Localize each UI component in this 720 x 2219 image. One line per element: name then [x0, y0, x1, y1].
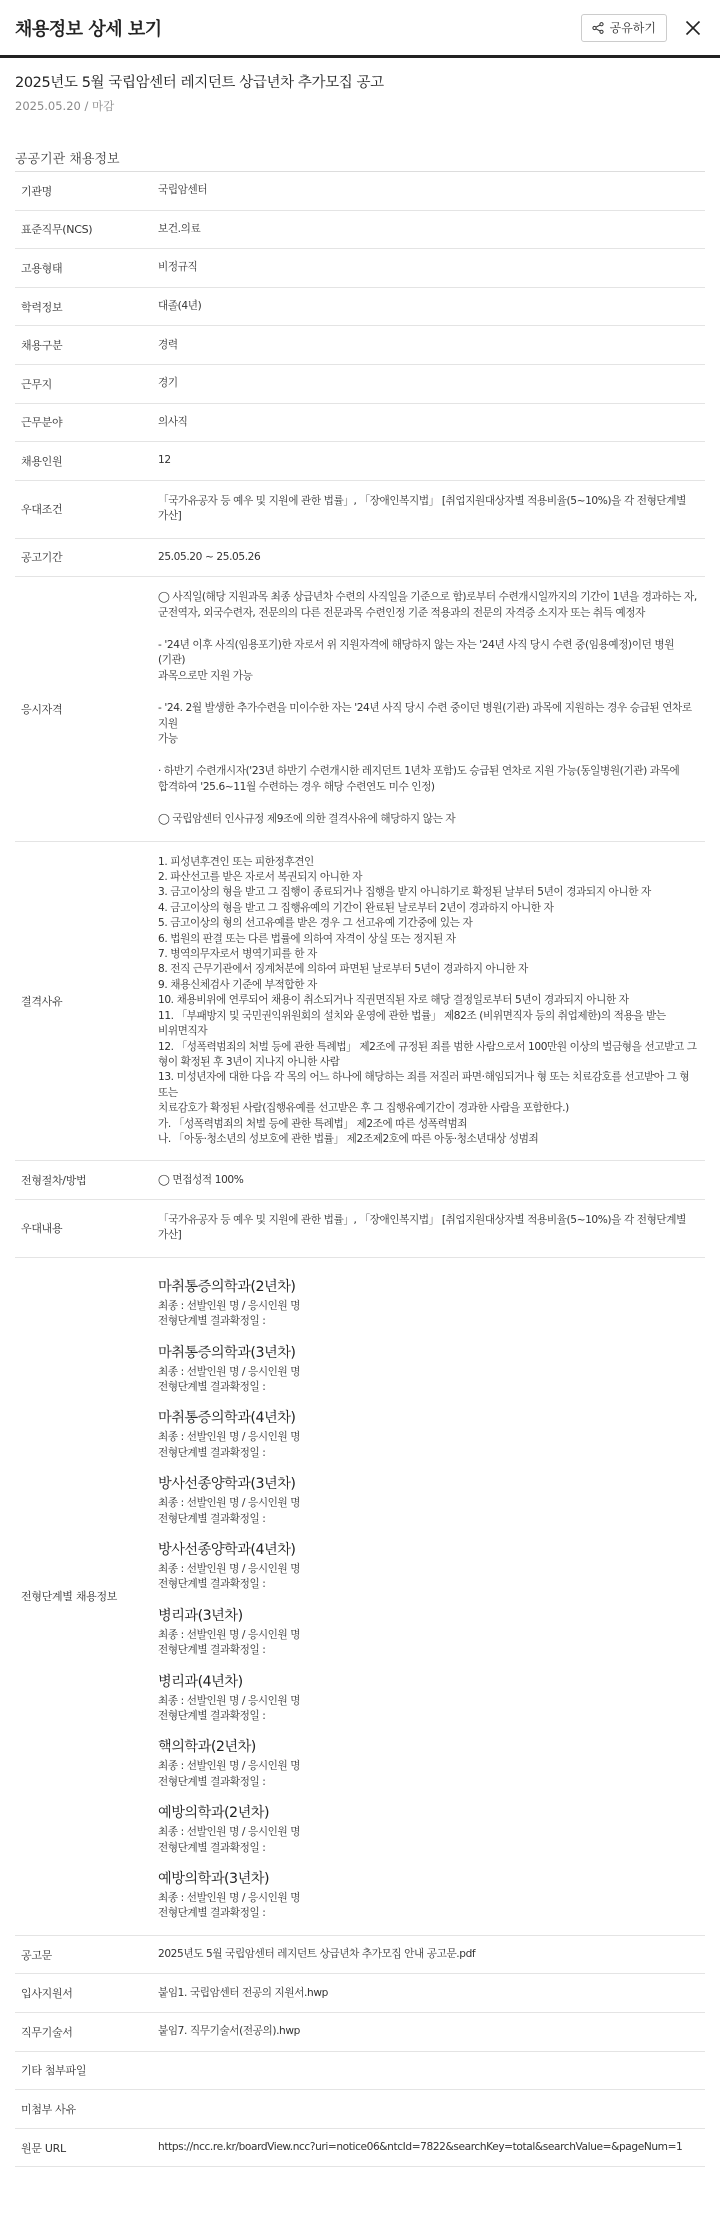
list-item: 나. 「아동·청소년의 성보호에 관한 법률」 제2조제2호에 따른 아동·청소년대상 성범죄 — [158, 1132, 539, 1145]
row-disqualification — [15, 842, 705, 1162]
stage-result: 최종 : 선발인원 명 / 응시인원 명 — [158, 1431, 301, 1444]
row-value: 경기 — [158, 377, 178, 390]
row-label: 채용구분 — [21, 339, 63, 353]
text-line: 「국가유공자 등 예우 및 지원에 관한 법률」, 「장애인복지법」 [취업지원대상자별 적용비율(5~10%)을 각 전형단계별 — [158, 494, 686, 507]
list-item: 3. 금고이상의 형을 받고 그 집행이 종료되거나 집행을 받지 아니하기로 확정된 날부터 5년이 경과되지 아니한 자 — [158, 886, 651, 899]
stage-date: 전형단계별 결과확정일 : — [158, 1644, 266, 1657]
row-value: 12 — [158, 454, 171, 467]
list-item: 10. 채용비위에 연루되어 채용이 취소되거나 직권면직된 자로 해당 결정일로부터 5년이 경과되지 아니한 자 — [158, 994, 629, 1007]
row-label: 전형절차/방법 — [21, 1174, 87, 1188]
row-original-url — [15, 2129, 705, 2168]
row-job-description — [15, 2013, 705, 2052]
close-icon — [685, 20, 701, 36]
row-value — [158, 1200, 705, 1257]
row-value — [158, 2013, 705, 2051]
list-item: 8. 전직 근무기관에서 징계처분에 의하여 파면된 날로부터 5년이 경과하지 아니한 자 — [158, 963, 528, 976]
row-preference — [15, 481, 705, 539]
row-value: 경력 — [158, 338, 178, 351]
qualification-paragraph — [158, 638, 701, 684]
row-label: 미첨부 사유 — [21, 2103, 76, 2117]
row-value: 비정규직 — [158, 261, 198, 274]
list-item: 1. 피성년후견인 또는 피한정후견인 — [158, 855, 314, 868]
page-title: 채용정보 상세 보기 — [15, 18, 162, 40]
stage-name: 마취통증의학과(2년차) — [158, 1278, 296, 1295]
row-institution — [15, 172, 705, 211]
stage-date: 전형단계별 결과확정일 : — [158, 1907, 266, 1920]
list-item: 7. 병역의무자로서 병역기피를 한 자 — [158, 948, 317, 961]
stage-result: 최종 : 선발인원 명 / 응시인원 명 — [158, 1826, 301, 1839]
row-label: 채용인원 — [21, 454, 63, 468]
row-ncs — [15, 211, 705, 250]
row-stage-hires — [15, 1258, 705, 1936]
qualification-paragraph — [158, 764, 701, 795]
post-meta — [15, 98, 705, 114]
stage-name: 마취통증의학과(4년차) — [158, 1410, 296, 1427]
post-status: 마감 — [92, 99, 115, 113]
list-item: 12. 「성폭력범죄의 처벌 등에 관한 특례법」 제2조에 규정된 죄를 범한 사람으로서 100만원 이상의 벌금형을 선고받고 그 — [158, 1040, 697, 1053]
row-label: 근무지 — [21, 377, 52, 391]
row-no-attachment — [15, 2090, 705, 2129]
row-employment-type — [15, 249, 705, 288]
row-value: 보건.의료 — [158, 222, 201, 235]
section-title: 공공기관 채용정보 — [15, 152, 120, 167]
qualification-paragraph — [158, 812, 701, 827]
stage-date: 전형단계별 결과확정일 : — [158, 1841, 266, 1854]
list-item: 형이 확정된 후 3년이 지나지 아니한 사람 — [158, 1055, 340, 1068]
stage-date: 전형단계별 결과확정일 : — [158, 1315, 266, 1328]
stage-result: 최종 : 선발인원 명 / 응시인원 명 — [158, 1299, 301, 1312]
meta-separator: / — [84, 99, 93, 113]
qualification-paragraph — [158, 590, 701, 621]
stage-date: 전형단계별 결과확정일 : — [158, 1578, 266, 1591]
stage-result: 최종 : 선발인원 명 / 응시인원 명 — [158, 1628, 301, 1641]
header-actions — [581, 14, 705, 42]
text-line: 가산] — [158, 510, 182, 523]
row-value: 국립암센터 — [158, 184, 208, 197]
row-application-form — [15, 1974, 705, 2013]
row-field — [15, 404, 705, 443]
stage-item — [158, 1604, 701, 1659]
stage-name: 병리과(4년차) — [158, 1673, 243, 1690]
row-procedure — [15, 1161, 705, 1200]
stage-item — [158, 1670, 701, 1725]
row-label: 기관명 — [21, 184, 52, 198]
row-location — [15, 365, 705, 404]
text-line: 합격하여 '25.6~11월 수련하는 경우 해당 수련연도 미수 인정) — [158, 780, 435, 793]
row-label: 우대조건 — [21, 503, 63, 517]
list-item: 6. 법원의 판결 또는 다른 법률에 의하여 자격이 상실 또는 정지된 자 — [158, 932, 456, 945]
stage-item — [158, 1735, 701, 1790]
stage-item — [158, 1275, 701, 1330]
row-label: 직무기술서 — [21, 2025, 73, 2039]
row-label: 결격사유 — [21, 994, 63, 1008]
row-qualification — [15, 577, 705, 841]
stage-name: 방사선종양학과(4년차) — [158, 1542, 296, 1558]
row-hiring-type — [15, 326, 705, 365]
row-value: 의사직 — [158, 415, 188, 428]
row-value — [158, 842, 705, 1161]
row-label: 입사지원서 — [21, 1987, 73, 2001]
row-value — [158, 2129, 705, 2167]
application-form-link[interactable]: 붙임1. 국립암센터 전공의 지원서.hwp — [158, 1986, 328, 1999]
list-item: 5. 금고이상의 형의 선고유예를 받은 경우 그 선고유예 기간중에 있는 자 — [158, 917, 473, 930]
text-line: - '24년 이후 사직(임용포기)한 자로서 위 지원자격에 해당하지 않는 자는 '24년 사직 당시 수련 중(임용예정)이던 병원(기관) — [158, 638, 675, 667]
info-table — [15, 171, 705, 2167]
stage-date: 전형단계별 결과확정일 : — [158, 1446, 266, 1459]
row-value — [158, 481, 705, 538]
share-button[interactable] — [581, 14, 667, 42]
row-value: 25.05.20 ~ 25.05.26 — [158, 550, 261, 563]
row-value — [158, 1974, 705, 2012]
job-description-link[interactable]: 붙임7. 직무기술서(전공의).hwp — [158, 2025, 300, 2038]
row-label: 표준직무(NCS) — [21, 223, 93, 237]
list-item: 치료감호가 확정된 사람(집행유예를 선고받은 후 그 집행유예기간이 경과한 사람을 포함한다.) — [158, 1102, 569, 1115]
row-label: 원문 URL — [21, 2141, 66, 2155]
stage-item — [158, 1341, 701, 1396]
page-header — [0, 0, 720, 58]
text-line: ◯ 사직일(해당 지원과목 최종 상급년차 수련의 사직일을 기준으로 함)로부터 수련개시일까지의 기간이 1년을 경과하는 자, — [158, 591, 697, 604]
row-value: 대졸(4년) — [158, 300, 202, 313]
stage-date: 전형단계별 결과확정일 : — [158, 1512, 266, 1525]
stage-item — [158, 1538, 701, 1593]
stage-name: 예방의학과(2년차) — [158, 1805, 270, 1822]
notice-file-link[interactable]: 2025년도 5월 국립암센터 레지던트 상급년차 추가모집 안내 공고문.pdf — [158, 1948, 476, 1961]
stage-item — [158, 1406, 701, 1461]
post-heading — [0, 58, 720, 114]
row-other-files — [15, 2052, 705, 2091]
list-item: 11. 「부패방지 및 국민권익위원회의 설치와 운영에 관한 법률」 제82조 (비위면직자 등의 취업제한)의 적용을 받는 — [158, 1009, 666, 1022]
stage-item — [158, 1801, 701, 1856]
stage-name: 핵의학과(2년차) — [158, 1739, 256, 1756]
list-item: 9. 채용신체검사 기준에 부적합한 자 — [158, 978, 317, 991]
post-date: 2025.05.20 — [15, 99, 81, 113]
row-label: 공고문 — [21, 1948, 52, 1962]
row-headcount — [15, 442, 705, 481]
list-item: 13. 미성년자에 대한 다음 각 목의 어느 하나에 해당하는 죄를 저질러 파면·해임되거나 형 또는 치료감호를 선고받아 그 형 또는 — [158, 1071, 690, 1099]
row-notice-file — [15, 1936, 705, 1975]
row-label: 학력정보 — [21, 300, 63, 314]
row-label: 공고기간 — [21, 551, 63, 565]
list-item: 2. 파산선고를 받은 자로서 복권되지 아니한 자 — [158, 871, 363, 884]
row-label: 고용형태 — [21, 261, 63, 275]
stage-result: 최종 : 선발인원 명 / 응시인원 명 — [158, 1365, 301, 1378]
stage-result: 최종 : 선발인원 명 / 응시인원 명 — [158, 1497, 301, 1510]
stage-name: 마취통증의학과(3년차) — [158, 1344, 296, 1361]
row-label: 전형단계별 채용정보 — [21, 1590, 118, 1604]
stage-date: 전형단계별 결과확정일 : — [158, 1380, 266, 1393]
stage-result: 최종 : 선발인원 명 / 응시인원 명 — [158, 1760, 301, 1773]
row-label: 근무분야 — [21, 416, 63, 430]
share-icon — [592, 22, 604, 34]
row-value: ◯ 면접성적 100% — [158, 1173, 244, 1186]
row-preference-detail — [15, 1200, 705, 1258]
stage-name: 예방의학과(3년차) — [158, 1871, 270, 1888]
stage-result: 최종 : 선발인원 명 / 응시인원 명 — [158, 1892, 301, 1905]
stage-item — [158, 1472, 701, 1527]
row-label: 응시자격 — [21, 702, 63, 716]
row-period — [15, 539, 705, 578]
row-value — [158, 2052, 705, 2090]
list-item: 비위면직자 — [158, 1025, 208, 1038]
stage-date: 전형단계별 결과확정일 : — [158, 1710, 266, 1723]
post-title: 2025년도 5월 국립암센터 레지던트 상급년차 추가모집 공고 — [15, 75, 384, 91]
stage-name: 방사선종양학과(3년차) — [158, 1476, 296, 1493]
stage-result: 최종 : 선발인원 명 / 응시인원 명 — [158, 1694, 301, 1707]
original-url-link[interactable]: https://ncc.re.kr/boardView.ncc?uri=notice06&ntcId=7822&searchKey=total&searchValue=&pageNum=1 — [158, 2141, 683, 2154]
text-line: 군전역자, 외국수련자, 전문의의 다른 전문과목 수련인정 기준 적용과의 전문의 자격증 소지자 또는 취득 예정자 — [158, 606, 646, 619]
list-item: 가. 「성폭력범죄의 처벌 등에 관한 특례법」 제2조에 따른 성폭력범죄 — [158, 1117, 468, 1130]
row-label: 기타 첨부파일 — [21, 2064, 87, 2078]
row-value — [158, 2090, 705, 2128]
stage-date: 전형단계별 결과확정일 : — [158, 1775, 266, 1788]
text-line: · 하반기 수련개시자('23년 하반기 수련개시한 레지던트 1년차 포함)도 승급된 연차로 지원 가능(동일병원(기관) 과목에 — [158, 765, 680, 778]
stage-name: 병리과(3년차) — [158, 1607, 243, 1624]
text-line: 과목으로만 지원 가능 — [158, 669, 253, 682]
text-line: 「국가유공자 등 예우 및 지원에 관한 법률」, 「장애인복지법」 [취업지원대상자별 적용비율(5~10%)을 각 전형단계별 — [158, 1213, 686, 1226]
row-value — [158, 577, 705, 840]
list-item: 4. 금고이상의 형을 받고 그 집행유예의 기간이 완료된 날로부터 2년이 경과하지 아니한 자 — [158, 901, 554, 914]
row-education — [15, 288, 705, 327]
row-value — [158, 1936, 705, 1974]
share-button-label: 공유하기 — [609, 21, 656, 35]
row-value — [158, 1258, 705, 1935]
qualification-paragraph — [158, 701, 701, 747]
stage-item — [158, 1867, 701, 1922]
text-line: ◯ 국립암센터 인사규정 제9조에 의한 결격사유에 해당하지 않는 자 — [158, 813, 456, 826]
text-line: 가능 — [158, 733, 178, 745]
close-button[interactable] — [681, 16, 705, 40]
stage-result: 최종 : 선발인원 명 / 응시인원 명 — [158, 1563, 301, 1575]
text-line: 가산] — [158, 1229, 182, 1242]
row-label: 우대내용 — [21, 1222, 63, 1236]
text-line: - '24. 2월 발생한 추가수련을 미이수한 자는 '24년 사직 당시 수련 중이던 병원(기관) 과목에 지원하는 경우 승급된 연차로 지원 — [158, 702, 692, 730]
